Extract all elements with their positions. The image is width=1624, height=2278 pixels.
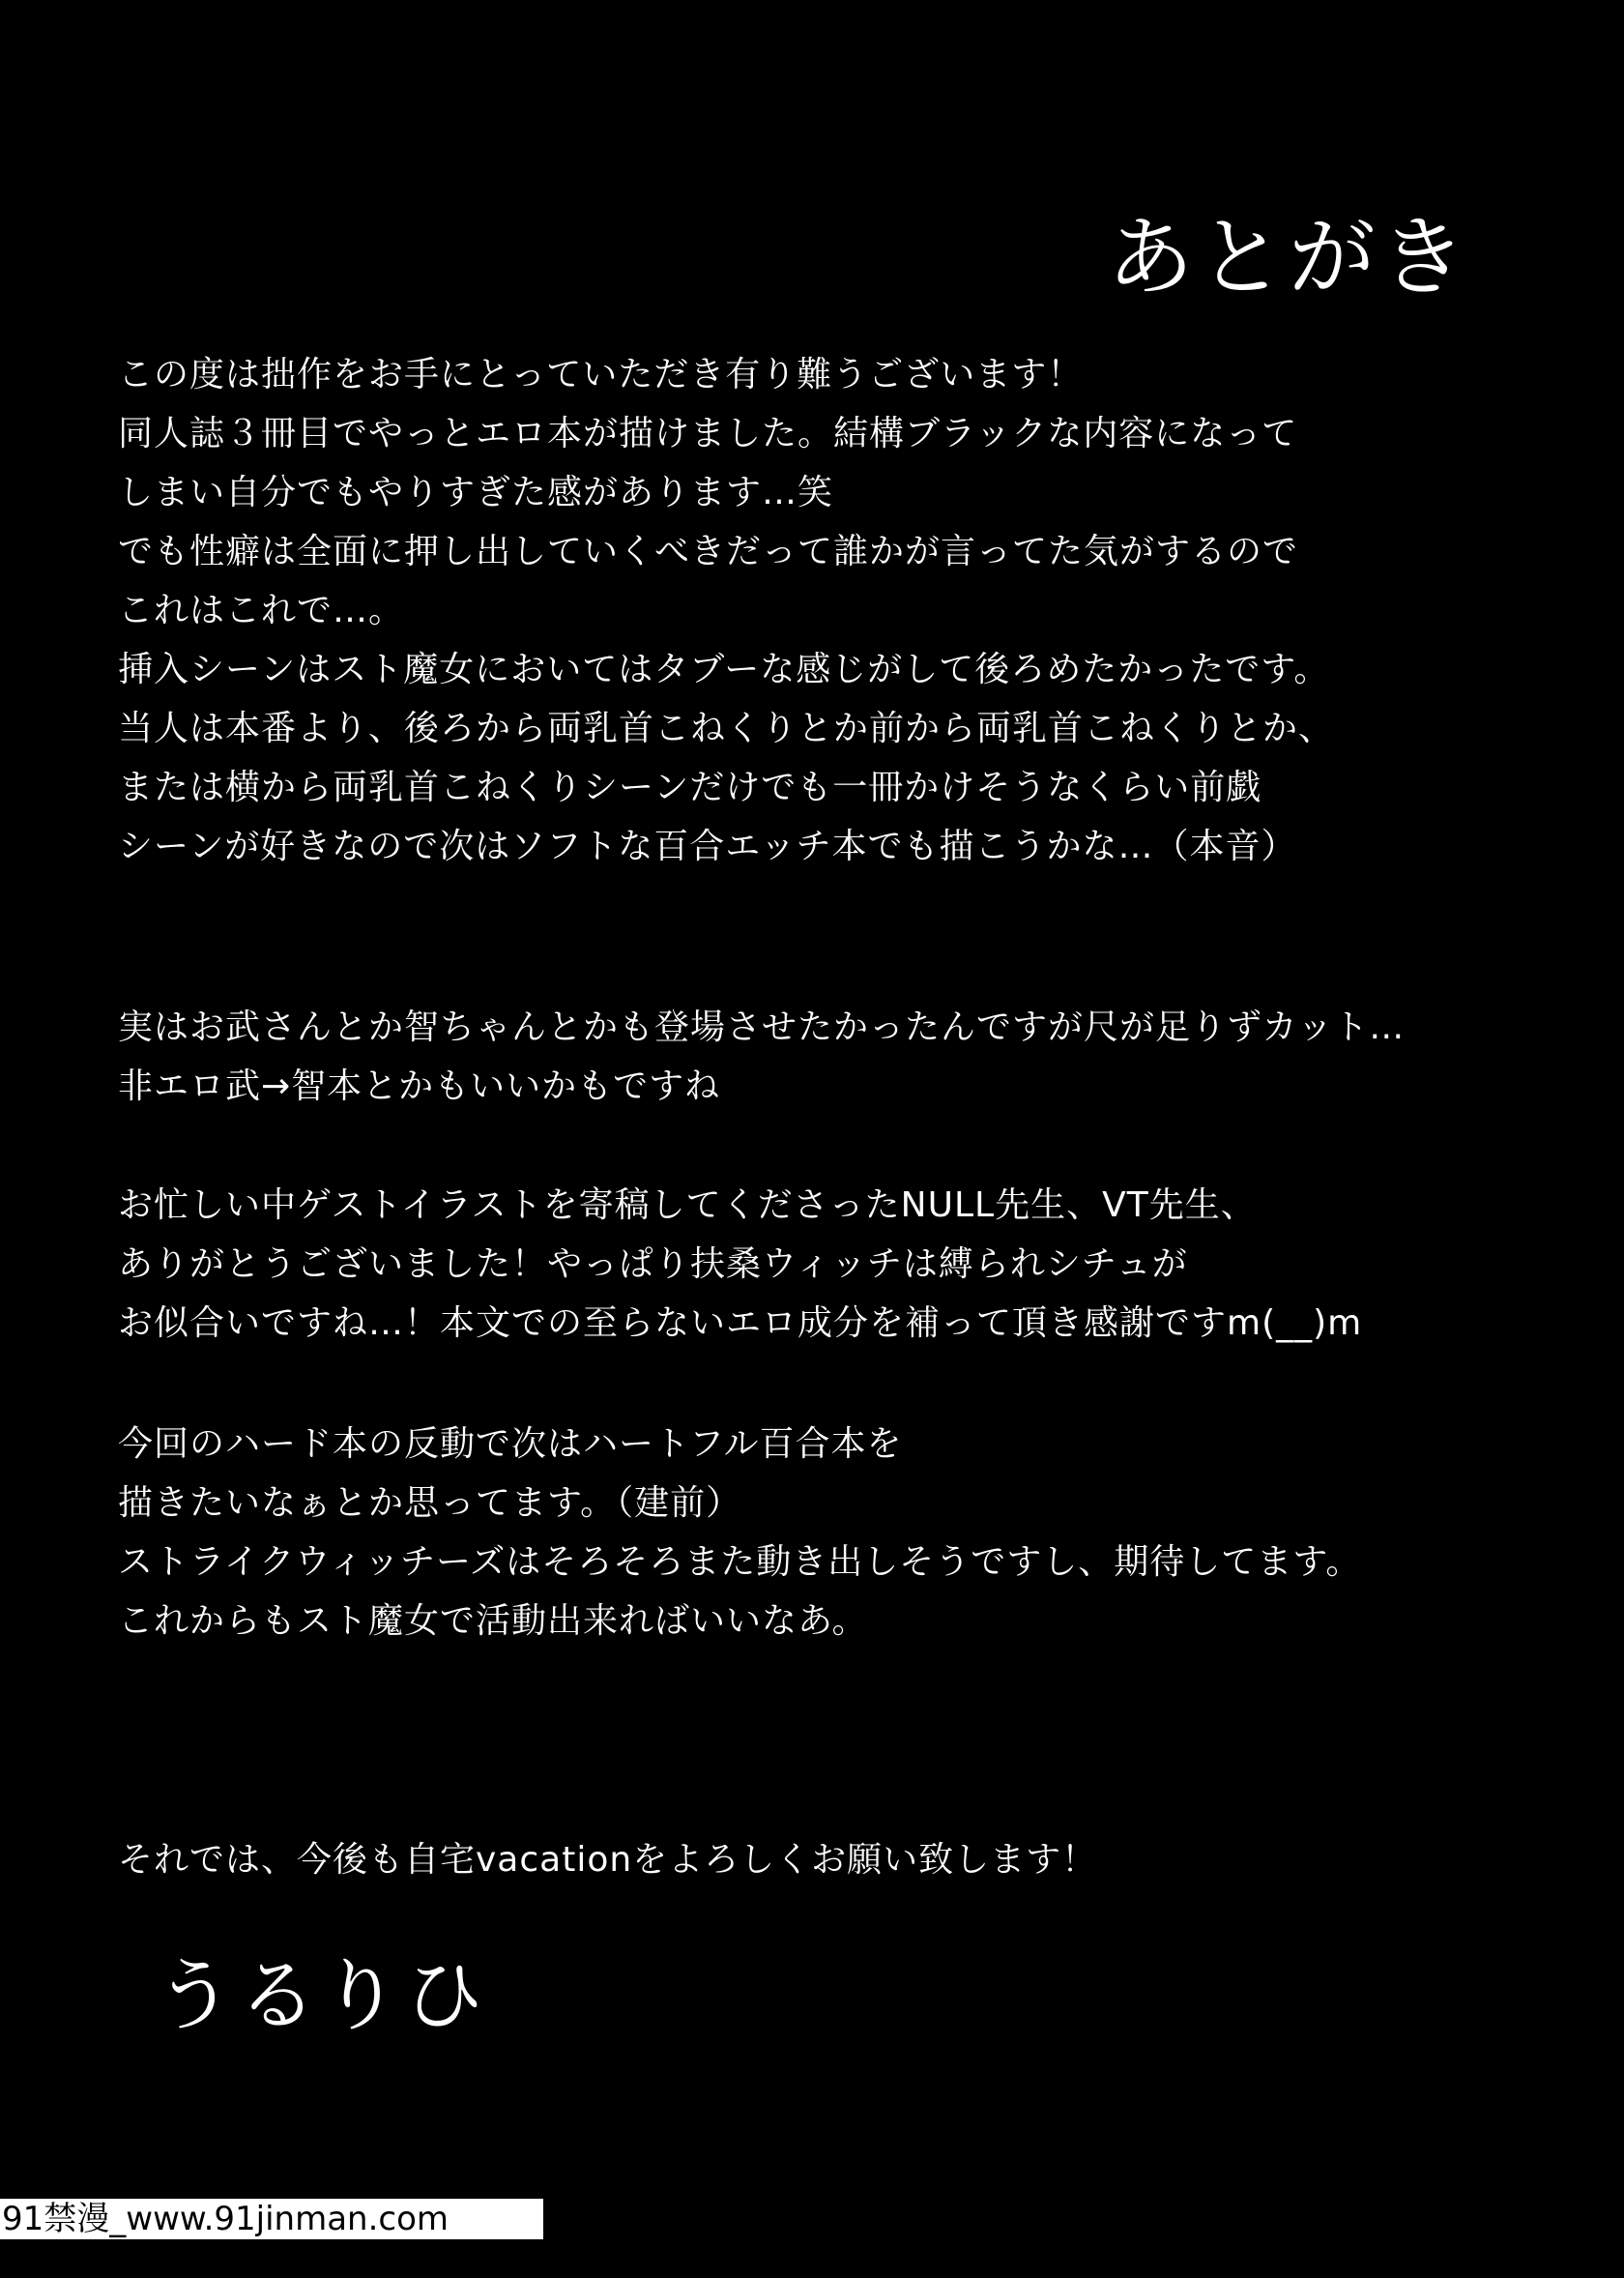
text-line-13: ありがとうございました！やっぱり扶桑ウィッチは縛られシチュが: [118, 1244, 1188, 1284]
text-line-5: これはこれで…。: [118, 591, 405, 630]
site-watermark: 91禁漫_www.91jinman.com: [0, 2199, 543, 2239]
text-line-9: シーンが好きなので次はソフトな百合エッチ本でも描こうかな…（本音）: [118, 827, 1297, 866]
text-line-12: お忙しい中ゲストイラストを寄稿してくださったNULL先生、VT先生、: [118, 1185, 1257, 1225]
text-line-4: でも性癖は全面に押し出していくべきだって誰かが言ってた気がするので: [118, 532, 1299, 571]
text-line-2: 同人誌３冊目でやっとエロ本が描けました。結構ブラックな内容になって: [118, 414, 1298, 453]
author-signature: うるりひ: [155, 1950, 488, 2042]
text-line-16: 描きたいなぁとか思ってます。（建前）: [118, 1483, 742, 1523]
text-line-6: 挿入シーンはスト魔女においてはタブーな感じがして後ろめたかったです。: [118, 650, 1330, 689]
text-line-17: ストライクウィッチーズはそろそろまた動き出しそうですし、期待してます。: [118, 1542, 1362, 1582]
text-line-10: 実はお武さんとか智ちゃんとかも登場させたかったんですが尺が足りずカット…: [118, 1008, 1406, 1047]
text-line-8: または横から両乳首こねくりシーンだけでも一冊かけそうなくらい前戯: [118, 768, 1262, 807]
text-line-3: しまい自分でもやりすぎた感があります…笑: [118, 473, 834, 512]
text-line-7: 当人は本番より、後ろから両乳首こねくりとか前から両乳首こねくりとか、: [118, 709, 1335, 748]
text-line-14: お似合いですね…！本文での至らないエロ成分を補って頂き感謝ですm(__)m: [118, 1303, 1363, 1343]
text-line-15: 今回のハード本の反動で次はハートフル百合本を: [118, 1424, 903, 1464]
text-line-18: これからもスト魔女で活動出来ればいいなあ。: [118, 1601, 868, 1641]
text-line-11: 非エロ武→智本とかもいいかもですね: [118, 1066, 721, 1106]
afterword-title: あとがき: [1107, 207, 1470, 308]
text-line-1: この度は拙作をお手にとっていただき有り難うございます！: [118, 355, 1084, 394]
text-line-19: それでは、今後も自宅vacationをよろしくお願い致します！: [118, 1840, 1098, 1880]
